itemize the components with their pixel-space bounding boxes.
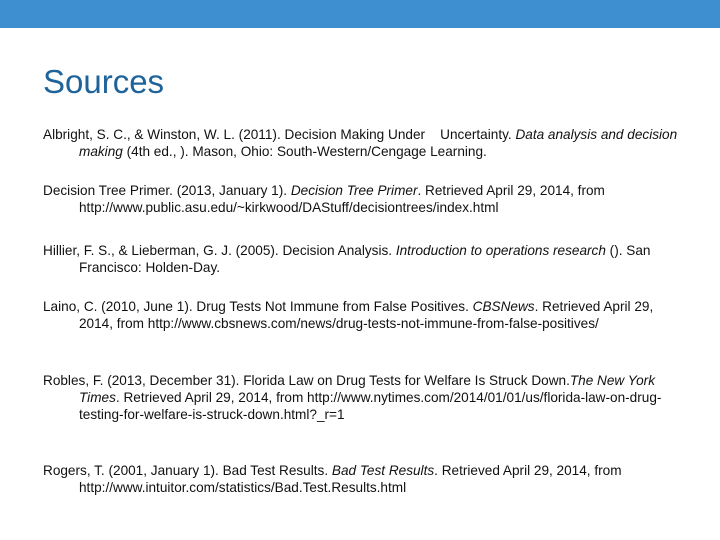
reference-details: . Retrieved April 29, 2014, from http://www.cbsnews.com/news/drug-tests-not-immune-from-false-positives/	[79, 299, 654, 331]
reference-text: Laino, C. (2010, June 1). Drug Tests Not Immune from False Positives.	[43, 299, 473, 314]
reference-item	[43, 127, 683, 161]
slide-title: Sources	[43, 63, 165, 100]
reference-item	[43, 463, 683, 497]
top-accent-bar	[0, 0, 720, 28]
reference-item	[43, 373, 683, 423]
reference-source-title: Data analysis and decision making	[79, 127, 678, 159]
reference-text: Robles, F. (2013, December 31). Florida Law on Drug Tests for Welfare Is Struck Down.	[43, 373, 570, 388]
reference-item	[43, 183, 683, 217]
reference-details: (). San Francisco: Holden-Day.	[79, 243, 651, 275]
reference-details: . Retrieved April 29, 2014, from http://www.nytimes.com/2014/01/01/us/florida-law-on-drug-testing-for-welfare-is-struck-down.html?_r=1	[79, 389, 662, 422]
reference-details: . Retrieved April 29, 2014, from http://www.intuitor.com/statistics/Bad.Test.Results.html	[79, 463, 622, 495]
reference-text: Albright, S. C., & Winston, W. L. (2011). Decision Making Under Uncertainty.	[43, 127, 516, 142]
reference-source-title: Decision Tree Primer	[290, 183, 418, 198]
reference-details: (4th ed., ). Mason, Ohio: South-Western/Cengage Learning.	[122, 143, 487, 159]
reference-text: Hillier, F. S., & Lieberman, G. J. (2005). Decision Analysis.	[43, 243, 396, 258]
reference-source-title: Introduction to operations research	[395, 243, 606, 258]
reference-details: . Retrieved April 29, 2014, from http://www.public.asu.edu/~kirkwood/DAStuff/decisiontrees/index.html	[79, 183, 605, 215]
reference-source-title: Bad Test Results	[331, 463, 435, 478]
reference-item	[43, 299, 683, 333]
reference-source-title: The New York Times	[79, 373, 655, 405]
reference-source-title: CBSNews	[472, 299, 535, 314]
reference-item	[43, 243, 683, 277]
reference-text: Rogers, T. (2001, January 1). Bad Test Results.	[43, 463, 332, 478]
reference-text: Decision Tree Primer. (2013, January 1).	[43, 183, 291, 198]
